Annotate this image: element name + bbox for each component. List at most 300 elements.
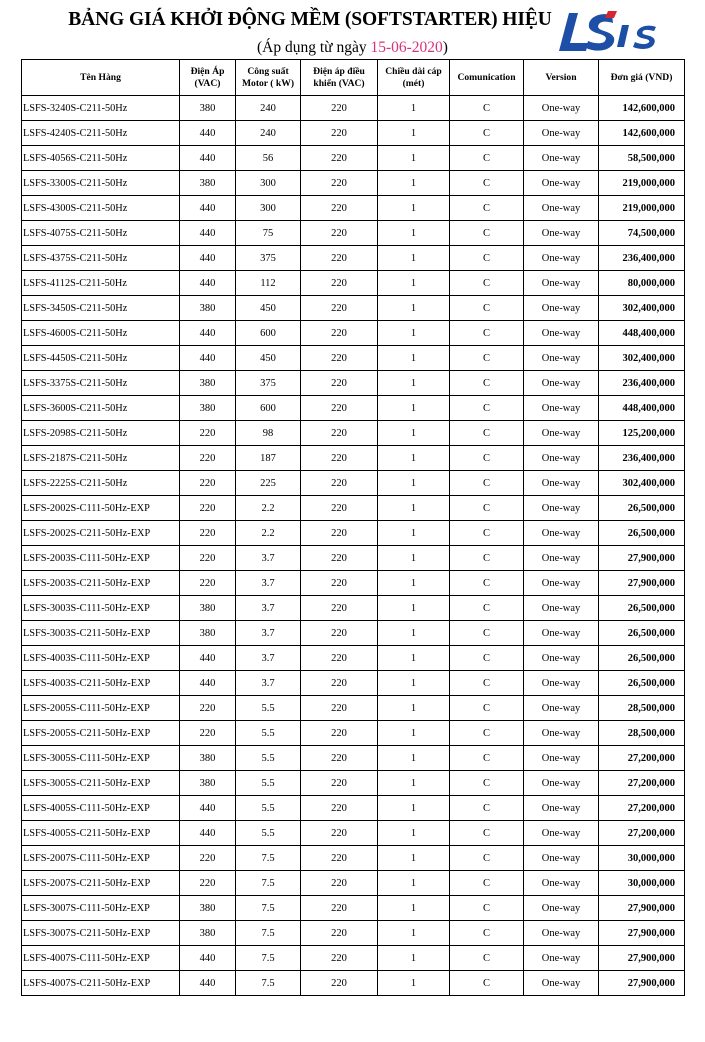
control-voltage-cell: 220	[301, 446, 378, 471]
voltage-cell: 380	[180, 171, 236, 196]
communication-cell: C	[450, 146, 524, 171]
cable-length-cell: 1	[378, 846, 450, 871]
column-header: Comunication	[450, 60, 524, 96]
voltage-cell: 440	[180, 646, 236, 671]
unit-price-cell: 26,500,000	[599, 596, 685, 621]
motor-power-cell: 5.5	[236, 721, 301, 746]
product-name-cell: LSFS-3005S-C111-50Hz-EXP	[22, 746, 180, 771]
version-cell: One-way	[524, 96, 599, 121]
voltage-cell: 440	[180, 246, 236, 271]
version-cell: One-way	[524, 371, 599, 396]
motor-power-cell: 7.5	[236, 896, 301, 921]
cable-length-cell: 1	[378, 421, 450, 446]
table-row	[22, 171, 685, 196]
version-cell: One-way	[524, 921, 599, 946]
version-cell: One-way	[524, 446, 599, 471]
unit-price-cell: 30,000,000	[599, 846, 685, 871]
voltage-cell: 440	[180, 321, 236, 346]
voltage-cell: 220	[180, 521, 236, 546]
unit-price-cell: 80,000,000	[599, 271, 685, 296]
control-voltage-cell: 220	[301, 646, 378, 671]
control-voltage-cell: 220	[301, 496, 378, 521]
unit-price-cell: 142,600,000	[599, 121, 685, 146]
unit-price-cell: 27,200,000	[599, 746, 685, 771]
column-header: Tên Hàng	[22, 60, 180, 96]
cable-length-cell: 1	[378, 721, 450, 746]
cable-length-cell: 1	[378, 921, 450, 946]
communication-cell: C	[450, 171, 524, 196]
motor-power-cell: 3.7	[236, 596, 301, 621]
unit-price-cell: 26,500,000	[599, 521, 685, 546]
voltage-cell: 380	[180, 96, 236, 121]
unit-price-cell: 125,200,000	[599, 421, 685, 446]
version-cell: One-way	[524, 796, 599, 821]
motor-power-cell: 375	[236, 246, 301, 271]
voltage-cell: 220	[180, 721, 236, 746]
control-voltage-cell: 220	[301, 196, 378, 221]
communication-cell: C	[450, 521, 524, 546]
control-voltage-cell: 220	[301, 346, 378, 371]
table-row	[22, 146, 685, 171]
unit-price-cell: 302,400,000	[599, 296, 685, 321]
control-voltage-cell: 220	[301, 946, 378, 971]
cable-length-cell: 1	[378, 671, 450, 696]
unit-price-cell: 27,200,000	[599, 821, 685, 846]
cable-length-cell: 1	[378, 946, 450, 971]
unit-price-cell: 26,500,000	[599, 621, 685, 646]
table-row	[22, 421, 685, 446]
version-cell: One-way	[524, 221, 599, 246]
product-name-cell: LSFS-4005S-C211-50Hz-EXP	[22, 821, 180, 846]
cable-length-cell: 1	[378, 296, 450, 321]
motor-power-cell: 7.5	[236, 971, 301, 996]
product-name-cell: LSFS-3450S-C211-50Hz	[22, 296, 180, 321]
version-cell: One-way	[524, 271, 599, 296]
table-row	[22, 346, 685, 371]
cable-length-cell: 1	[378, 696, 450, 721]
cable-length-cell: 1	[378, 271, 450, 296]
control-voltage-cell: 220	[301, 296, 378, 321]
communication-cell: C	[450, 396, 524, 421]
unit-price-cell: 219,000,000	[599, 171, 685, 196]
control-voltage-cell: 220	[301, 546, 378, 571]
communication-cell: C	[450, 771, 524, 796]
product-name-cell: LSFS-2007S-C111-50Hz-EXP	[22, 846, 180, 871]
voltage-cell: 380	[180, 771, 236, 796]
voltage-cell: 220	[180, 496, 236, 521]
communication-cell: C	[450, 821, 524, 846]
version-cell: One-way	[524, 421, 599, 446]
table-row	[22, 871, 685, 896]
unit-price-cell: 236,400,000	[599, 246, 685, 271]
product-name-cell: LSFS-3007S-C111-50Hz-EXP	[22, 896, 180, 921]
unit-price-cell: 448,400,000	[599, 396, 685, 421]
table-row	[22, 596, 685, 621]
product-name-cell: LSFS-2005S-C211-50Hz-EXP	[22, 721, 180, 746]
version-cell: One-way	[524, 521, 599, 546]
unit-price-cell: 26,500,000	[599, 646, 685, 671]
voltage-cell: 380	[180, 296, 236, 321]
column-header: Điện áp điều khiển (VAC)	[301, 60, 378, 96]
table-row	[22, 271, 685, 296]
unit-price-cell: 74,500,000	[599, 221, 685, 246]
communication-cell: C	[450, 96, 524, 121]
communication-cell: C	[450, 921, 524, 946]
control-voltage-cell: 220	[301, 521, 378, 546]
version-cell: One-way	[524, 146, 599, 171]
table-row	[22, 446, 685, 471]
cable-length-cell: 1	[378, 171, 450, 196]
motor-power-cell: 375	[236, 371, 301, 396]
unit-price-cell: 142,600,000	[599, 96, 685, 121]
product-name-cell: LSFS-4300S-C211-50Hz	[22, 196, 180, 221]
version-cell: One-way	[524, 621, 599, 646]
table-row	[22, 821, 685, 846]
cable-length-cell: 1	[378, 746, 450, 771]
unit-price-cell: 27,900,000	[599, 896, 685, 921]
communication-cell: C	[450, 471, 524, 496]
communication-cell: C	[450, 846, 524, 871]
voltage-cell: 440	[180, 196, 236, 221]
voltage-cell: 440	[180, 671, 236, 696]
version-cell: One-way	[524, 246, 599, 271]
column-header: Công suất Motor ( kW)	[236, 60, 301, 96]
table-row	[22, 96, 685, 121]
voltage-cell: 220	[180, 871, 236, 896]
version-cell: One-way	[524, 496, 599, 521]
voltage-cell: 440	[180, 146, 236, 171]
voltage-cell: 440	[180, 346, 236, 371]
unit-price-cell: 27,900,000	[599, 546, 685, 571]
cable-length-cell: 1	[378, 321, 450, 346]
table-row	[22, 696, 685, 721]
cable-length-cell: 1	[378, 371, 450, 396]
product-name-cell: LSFS-2002S-C111-50Hz-EXP	[22, 496, 180, 521]
control-voltage-cell: 220	[301, 871, 378, 896]
version-cell: One-way	[524, 121, 599, 146]
cable-length-cell: 1	[378, 971, 450, 996]
motor-power-cell: 600	[236, 321, 301, 346]
voltage-cell: 380	[180, 746, 236, 771]
version-cell: One-way	[524, 671, 599, 696]
unit-price-cell: 27,900,000	[599, 946, 685, 971]
product-name-cell: LSFS-4007S-C111-50Hz-EXP	[22, 946, 180, 971]
product-name-cell: LSFS-2002S-C211-50Hz-EXP	[22, 521, 180, 546]
unit-price-cell: 27,200,000	[599, 796, 685, 821]
product-name-cell: LSFS-4600S-C211-50Hz	[22, 321, 180, 346]
communication-cell: C	[450, 971, 524, 996]
communication-cell: C	[450, 546, 524, 571]
voltage-cell: 440	[180, 971, 236, 996]
cable-length-cell: 1	[378, 896, 450, 921]
product-name-cell: LSFS-4450S-C211-50Hz	[22, 346, 180, 371]
table-row	[22, 896, 685, 921]
product-name-cell: LSFS-4003S-C211-50Hz-EXP	[22, 671, 180, 696]
voltage-cell: 380	[180, 921, 236, 946]
motor-power-cell: 5.5	[236, 821, 301, 846]
version-cell: One-way	[524, 296, 599, 321]
communication-cell: C	[450, 421, 524, 446]
voltage-cell: 440	[180, 221, 236, 246]
version-cell: One-way	[524, 171, 599, 196]
page-title: BẢNG GIÁ KHỞI ĐỘNG MỀM (SOFTSTARTER) HIỆU	[68, 9, 552, 30]
communication-cell: C	[450, 946, 524, 971]
table-row	[22, 121, 685, 146]
product-name-cell: LSFS-3600S-C211-50Hz	[22, 396, 180, 421]
unit-price-cell: 302,400,000	[599, 346, 685, 371]
motor-power-cell: 3.7	[236, 571, 301, 596]
product-name-cell: LSFS-3240S-C211-50Hz	[22, 96, 180, 121]
ls-is-logo	[556, 9, 676, 55]
cable-length-cell: 1	[378, 596, 450, 621]
unit-price-cell: 27,900,000	[599, 921, 685, 946]
unit-price-cell: 302,400,000	[599, 471, 685, 496]
unit-price-cell: 26,500,000	[599, 496, 685, 521]
control-voltage-cell: 220	[301, 171, 378, 196]
table-row	[22, 971, 685, 996]
product-name-cell: LSFS-4240S-C211-50Hz	[22, 121, 180, 146]
communication-cell: C	[450, 296, 524, 321]
unit-price-cell: 30,000,000	[599, 871, 685, 896]
unit-price-cell: 28,500,000	[599, 696, 685, 721]
effective-date: 15-06-2020	[370, 39, 443, 56]
communication-cell: C	[450, 221, 524, 246]
motor-power-cell: 240	[236, 96, 301, 121]
product-name-cell: LSFS-2005S-C111-50Hz-EXP	[22, 696, 180, 721]
version-cell: One-way	[524, 946, 599, 971]
control-voltage-cell: 220	[301, 571, 378, 596]
voltage-cell: 380	[180, 896, 236, 921]
motor-power-cell: 5.5	[236, 746, 301, 771]
control-voltage-cell: 220	[301, 796, 378, 821]
version-cell: One-way	[524, 746, 599, 771]
cable-length-cell: 1	[378, 96, 450, 121]
motor-power-cell: 5.5	[236, 771, 301, 796]
column-header: Chiều dài cáp (mét)	[378, 60, 450, 96]
motor-power-cell: 240	[236, 121, 301, 146]
communication-cell: C	[450, 721, 524, 746]
table-row	[22, 946, 685, 971]
voltage-cell: 380	[180, 396, 236, 421]
product-name-cell: LSFS-2003S-C111-50Hz-EXP	[22, 546, 180, 571]
version-cell: One-way	[524, 846, 599, 871]
voltage-cell: 220	[180, 571, 236, 596]
unit-price-cell: 58,500,000	[599, 146, 685, 171]
motor-power-cell: 5.5	[236, 796, 301, 821]
cable-length-cell: 1	[378, 396, 450, 421]
table-row	[22, 571, 685, 596]
control-voltage-cell: 220	[301, 321, 378, 346]
motor-power-cell: 75	[236, 221, 301, 246]
price-table	[21, 59, 685, 996]
table-row	[22, 296, 685, 321]
voltage-cell: 440	[180, 121, 236, 146]
table-row	[22, 196, 685, 221]
column-header: Đơn giá (VND)	[599, 60, 685, 96]
motor-power-cell: 450	[236, 346, 301, 371]
voltage-cell: 440	[180, 946, 236, 971]
cable-length-cell: 1	[378, 446, 450, 471]
product-name-cell: LSFS-3003S-C111-50Hz-EXP	[22, 596, 180, 621]
motor-power-cell: 300	[236, 171, 301, 196]
communication-cell: C	[450, 271, 524, 296]
table-row	[22, 796, 685, 821]
voltage-cell: 380	[180, 621, 236, 646]
table-row	[22, 371, 685, 396]
table-row	[22, 671, 685, 696]
cable-length-cell: 1	[378, 246, 450, 271]
communication-cell: C	[450, 246, 524, 271]
subtitle-suffix: )	[442, 39, 448, 56]
column-header: Version	[524, 60, 599, 96]
voltage-cell: 220	[180, 421, 236, 446]
control-voltage-cell: 220	[301, 146, 378, 171]
control-voltage-cell: 220	[301, 821, 378, 846]
communication-cell: C	[450, 796, 524, 821]
subtitle-prefix: (Áp dụng từ ngày	[257, 39, 371, 56]
communication-cell: C	[450, 871, 524, 896]
product-name-cell: LSFS-3005S-C211-50Hz-EXP	[22, 771, 180, 796]
control-voltage-cell: 220	[301, 746, 378, 771]
table-row	[22, 321, 685, 346]
control-voltage-cell: 220	[301, 696, 378, 721]
control-voltage-cell: 220	[301, 896, 378, 921]
voltage-cell: 380	[180, 371, 236, 396]
control-voltage-cell: 220	[301, 396, 378, 421]
communication-cell: C	[450, 596, 524, 621]
version-cell: One-way	[524, 696, 599, 721]
table-row	[22, 521, 685, 546]
communication-cell: C	[450, 696, 524, 721]
cable-length-cell: 1	[378, 546, 450, 571]
control-voltage-cell: 220	[301, 121, 378, 146]
cable-length-cell: 1	[378, 796, 450, 821]
table-row	[22, 646, 685, 671]
cable-length-cell: 1	[378, 646, 450, 671]
version-cell: One-way	[524, 321, 599, 346]
communication-cell: C	[450, 621, 524, 646]
unit-price-cell: 448,400,000	[599, 321, 685, 346]
cable-length-cell: 1	[378, 496, 450, 521]
cable-length-cell: 1	[378, 821, 450, 846]
version-cell: One-way	[524, 346, 599, 371]
version-cell: One-way	[524, 771, 599, 796]
motor-power-cell: 5.5	[236, 696, 301, 721]
cable-length-cell: 1	[378, 871, 450, 896]
table-row	[22, 471, 685, 496]
unit-price-cell: 27,900,000	[599, 971, 685, 996]
version-cell: One-way	[524, 471, 599, 496]
communication-cell: C	[450, 746, 524, 771]
motor-power-cell: 600	[236, 396, 301, 421]
version-cell: One-way	[524, 896, 599, 921]
communication-cell: C	[450, 671, 524, 696]
unit-price-cell: 236,400,000	[599, 446, 685, 471]
motor-power-cell: 2.2	[236, 521, 301, 546]
product-name-cell: LSFS-4005S-C111-50Hz-EXP	[22, 796, 180, 821]
version-cell: One-way	[524, 871, 599, 896]
table-row	[22, 546, 685, 571]
communication-cell: C	[450, 346, 524, 371]
control-voltage-cell: 220	[301, 221, 378, 246]
motor-power-cell: 2.2	[236, 496, 301, 521]
voltage-cell: 220	[180, 471, 236, 496]
motor-power-cell: 3.7	[236, 621, 301, 646]
motor-power-cell: 7.5	[236, 921, 301, 946]
control-voltage-cell: 220	[301, 96, 378, 121]
cable-length-cell: 1	[378, 521, 450, 546]
cable-length-cell: 1	[378, 221, 450, 246]
control-voltage-cell: 220	[301, 921, 378, 946]
communication-cell: C	[450, 496, 524, 521]
motor-power-cell: 98	[236, 421, 301, 446]
product-name-cell: LSFS-3300S-C211-50Hz	[22, 171, 180, 196]
motor-power-cell: 56	[236, 146, 301, 171]
motor-power-cell: 7.5	[236, 946, 301, 971]
communication-cell: C	[450, 371, 524, 396]
table-row	[22, 496, 685, 521]
product-name-cell: LSFS-2007S-C211-50Hz-EXP	[22, 871, 180, 896]
cable-length-cell: 1	[378, 346, 450, 371]
product-name-cell: LSFS-4007S-C211-50Hz-EXP	[22, 971, 180, 996]
product-name-cell: LSFS-4075S-C211-50Hz	[22, 221, 180, 246]
cable-length-cell: 1	[378, 471, 450, 496]
voltage-cell: 220	[180, 846, 236, 871]
unit-price-cell: 219,000,000	[599, 196, 685, 221]
product-name-cell: LSFS-2098S-C211-50Hz	[22, 421, 180, 446]
unit-price-cell: 236,400,000	[599, 371, 685, 396]
motor-power-cell: 300	[236, 196, 301, 221]
table-row	[22, 846, 685, 871]
communication-cell: C	[450, 446, 524, 471]
control-voltage-cell: 220	[301, 271, 378, 296]
control-voltage-cell: 220	[301, 596, 378, 621]
version-cell: One-way	[524, 196, 599, 221]
control-voltage-cell: 220	[301, 971, 378, 996]
cable-length-cell: 1	[378, 621, 450, 646]
control-voltage-cell: 220	[301, 471, 378, 496]
table-row	[22, 246, 685, 271]
voltage-cell: 220	[180, 546, 236, 571]
cable-length-cell: 1	[378, 121, 450, 146]
communication-cell: C	[450, 121, 524, 146]
table-row	[22, 721, 685, 746]
motor-power-cell: 225	[236, 471, 301, 496]
communication-cell: C	[450, 571, 524, 596]
communication-cell: C	[450, 321, 524, 346]
motor-power-cell: 7.5	[236, 871, 301, 896]
voltage-cell: 440	[180, 271, 236, 296]
voltage-cell: 380	[180, 596, 236, 621]
motor-power-cell: 7.5	[236, 846, 301, 871]
control-voltage-cell: 220	[301, 421, 378, 446]
motor-power-cell: 450	[236, 296, 301, 321]
voltage-cell: 220	[180, 696, 236, 721]
cable-length-cell: 1	[378, 196, 450, 221]
product-name-cell: LSFS-4112S-C211-50Hz	[22, 271, 180, 296]
version-cell: One-way	[524, 971, 599, 996]
unit-price-cell: 27,900,000	[599, 571, 685, 596]
cable-length-cell: 1	[378, 571, 450, 596]
cable-length-cell: 1	[378, 146, 450, 171]
unit-price-cell: 27,200,000	[599, 771, 685, 796]
product-name-cell: LSFS-3003S-C211-50Hz-EXP	[22, 621, 180, 646]
control-voltage-cell: 220	[301, 246, 378, 271]
table-row	[22, 771, 685, 796]
control-voltage-cell: 220	[301, 846, 378, 871]
motor-power-cell: 112	[236, 271, 301, 296]
unit-price-cell: 26,500,000	[599, 671, 685, 696]
